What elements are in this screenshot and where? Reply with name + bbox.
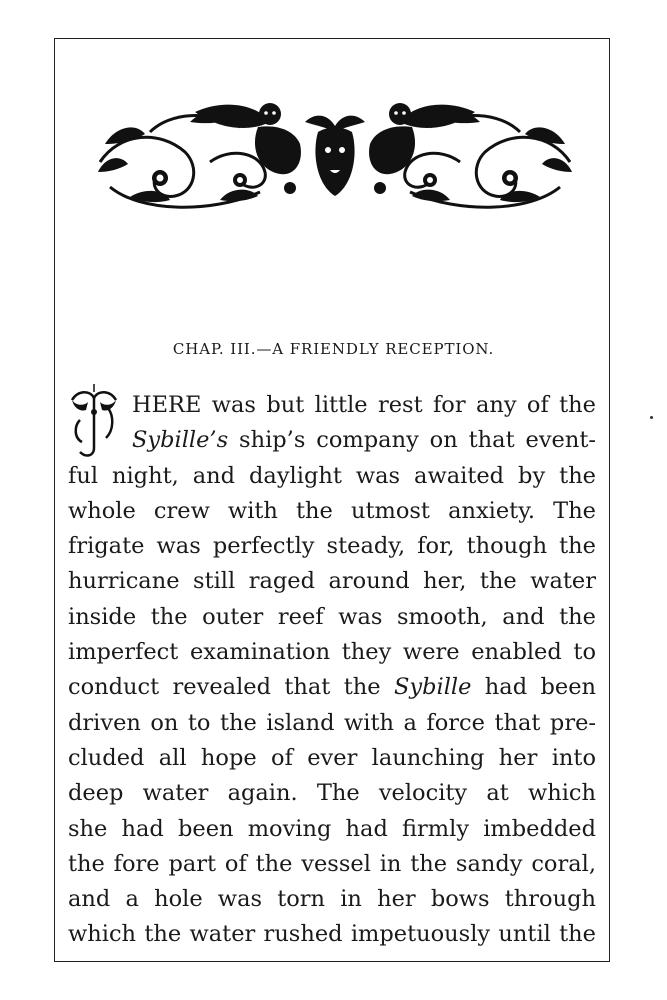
text-run: conduct revealed that the: [68, 674, 394, 701]
text-run: inside the outer reef was smooth, and the: [68, 603, 596, 630]
chapter-heading: CHAP. III.—A FRIENDLY RECEPTION.: [172, 340, 495, 358]
text-line: [68, 882, 596, 917]
text-line: [68, 494, 596, 529]
text-run: hurricane still raged around her, the water: [68, 568, 596, 595]
text-run: HERE was but little rest for any of the: [132, 392, 596, 418]
text-run: ful night, and daylight was awaited by the: [68, 462, 596, 489]
text-line: [68, 812, 596, 847]
text-line: [68, 776, 596, 811]
text-run: whole crew with the utmost anxiety. The: [68, 497, 596, 524]
text-run: imperfect examination they were enabled to: [68, 639, 596, 666]
text-run: driven on to the island with a force that pre-: [68, 709, 596, 736]
text-run: ship’s company on that event-: [228, 427, 596, 454]
text-run: cluded all hope of ever launching her into: [68, 744, 596, 771]
body-text: [68, 388, 596, 953]
stray-mark: [650, 416, 653, 419]
text-line: [68, 917, 596, 952]
italic-text: Sybille’s: [132, 427, 229, 454]
paragraph: [68, 388, 596, 953]
text-line: [68, 600, 596, 635]
text-line: [68, 423, 596, 458]
text-run: frigate was perfectly steady, for, though the: [68, 533, 596, 560]
text-run: she had been moving had firmly imbedded: [68, 815, 596, 842]
text-line: [68, 635, 596, 670]
text-line: [68, 706, 596, 741]
text-run: had been: [471, 674, 596, 701]
text-line: [68, 529, 596, 564]
text-run: deep water again. The velocity at which: [68, 780, 596, 807]
text-line: [68, 741, 596, 776]
text-line: [68, 459, 596, 494]
text-run: the fore part of the vessel in the sandy coral,: [68, 850, 596, 877]
ornament-headpiece-icon: [90, 92, 580, 214]
text-run: and a hole was torn in her bows through: [68, 886, 596, 913]
italic-text: Sybille: [393, 674, 472, 701]
dropcap-t-icon: [64, 382, 124, 462]
text-line: [68, 670, 596, 705]
text-run: which the water rushed impetuously until the: [68, 921, 596, 948]
text-line: [68, 564, 596, 599]
text-line: [68, 388, 596, 423]
text-line: [68, 847, 596, 882]
